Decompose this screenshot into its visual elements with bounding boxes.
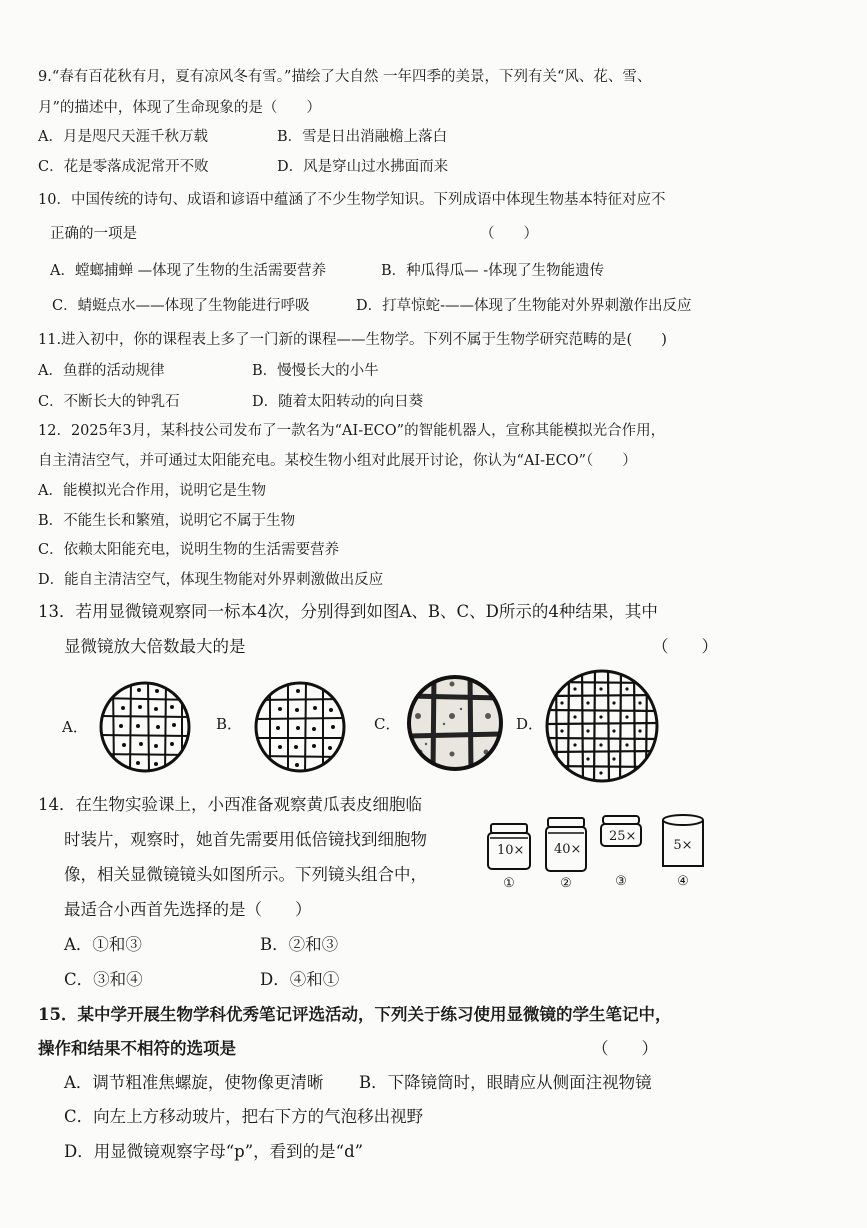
q15-answer-paren[interactable]: （ ） — [592, 1039, 658, 1058]
q11-option-a[interactable]: A．鱼群的活动规律 — [38, 363, 165, 379]
q12-stem-line1: 12．2025年3月，某科技公司发布了一款名为“AI-ECO”的智能机器人，宣称其能模拟光合作用， — [38, 423, 666, 439]
q15-option-a[interactable]: A．调节粗准焦螺旋，使物像更清晰 — [64, 1073, 324, 1092]
q15-stem-line2: 操作和结果不相符的选项是 — [38, 1039, 236, 1058]
q14-stem-line2: 时装片，观察时，她首先需要用低倍镜找到细胞物 — [64, 830, 427, 849]
lens-3-magnification: 25× — [609, 829, 637, 844]
q11-option-b[interactable]: B．慢慢长大的小牛 — [252, 363, 379, 379]
q15-stem-line1: 15．某中学开展生物学科优秀笔记评选活动，下列关于练习使用显微镜的学生笔记中， — [38, 1005, 672, 1024]
q14-option-a[interactable]: A．①和③ — [64, 935, 142, 954]
q10-option-b[interactable]: B．种瓜得瓜— -体现了生物能遗传 — [381, 263, 605, 279]
q9-option-b[interactable]: B．雪是日出消融檐上落白 — [277, 129, 448, 145]
q15-option-c[interactable]: C．向左上方移动玻片，把右下方的气泡移出视野 — [64, 1107, 424, 1126]
q11-option-c[interactable]: C．不断长大的钟乳石 — [38, 394, 180, 410]
lens-1-number: ① — [503, 876, 515, 891]
q13-figure-label-c[interactable]: C． — [374, 715, 401, 733]
q14-option-c[interactable]: C．③和④ — [64, 970, 143, 989]
q10-option-c[interactable]: C．蜻蜓点水——体现了生物能进行呼吸 — [52, 298, 310, 314]
q10-option-d[interactable]: D．打草惊蛇-——体现了生物能对外界刺激作出反应 — [356, 298, 692, 314]
q12-option-a[interactable]: A．能模拟光合作用，说明它是生物 — [38, 483, 266, 499]
q9-option-c[interactable]: C．花是零落成泥常开不败 — [38, 159, 209, 175]
q15-option-d[interactable]: D．用显微镜观察字母“p”，看到的是“d” — [64, 1142, 364, 1161]
q12-option-d[interactable]: D．能自主清洁空气，体现生物能对外界刺激做出反应 — [38, 572, 384, 588]
lens-4-number: ④ — [677, 874, 689, 889]
q9-option-a[interactable]: A．月是咫尺天涯千秋万载 — [38, 129, 208, 145]
q14-stem-line1: 14．在生物实验课上，小西准备观察黄瓜表皮细胞临 — [38, 795, 422, 814]
lens-3-number: ③ — [615, 874, 627, 889]
q12-option-c[interactable]: C．依赖太阳能充电，说明生物的生活需要营养 — [38, 542, 340, 558]
q13-figure-label-a[interactable]: A． — [62, 718, 88, 736]
q10-stem-line1: 10．中国传统的诗句、成语和谚语中蕴涵了不少生物学知识。下列成语中体现生物基本特征对应不 — [38, 192, 666, 208]
q14-stem-line3: 像，相关显微镜镜头如图所示。下列镜头组合中， — [64, 865, 427, 884]
q10-answer-paren[interactable]: （ ） — [480, 226, 538, 242]
lens-1-magnification: 10× — [497, 843, 525, 858]
q14-option-b[interactable]: B．②和③ — [260, 935, 339, 954]
q10-option-a[interactable]: A．螳螂捕蝉 —体现了生物的生活需要营养 — [50, 263, 327, 279]
microscope-view-c — [406, 674, 504, 772]
q15-option-b[interactable]: B．下降镜筒时，眼睛应从侧面注视物镜 — [359, 1073, 652, 1092]
lens-2-magnification: 40× — [554, 842, 582, 857]
q9-stem-line1: 9.“春有百花秋有月，夏有凉风冬有雪。”描绘了大自然 一年四季的美景，下列有关“风、花、雪、 — [38, 69, 652, 85]
microscope-view-d — [544, 668, 660, 784]
microscope-view-b — [253, 680, 347, 774]
lens-4-magnification: 5× — [673, 838, 693, 853]
lens-2-number: ② — [560, 876, 572, 891]
q9-stem-line2: 月”的描述中，体现了生命现象的是（ ） — [38, 100, 321, 116]
q13-figure-label-d[interactable]: D． — [516, 715, 544, 733]
q10-stem-line2: 正确的一项是 — [50, 226, 137, 242]
q13-answer-paren[interactable]: （ ） — [652, 637, 718, 656]
q13-stem-line1: 13．若用显微镜观察同一标本4次，分别得到如图A、B、C、D所示的4种结果，其中 — [38, 602, 658, 621]
q11-stem-line1: 11.进入初中，你的课程表上多了一门新的课程——生物学。下列不属于生物学研究范畴的是( ) — [38, 332, 667, 348]
microscope-view-a — [98, 680, 192, 774]
q14-option-d[interactable]: D．④和① — [260, 970, 340, 989]
q13-stem-line2: 显微镜放大倍数最大的是 — [64, 637, 246, 656]
q14-stem-line4: 最适合小西首先选择的是（ ） — [64, 900, 312, 919]
q12-option-b[interactable]: B．不能生长和繁殖，说明它不属于生物 — [38, 513, 296, 529]
q9-option-d[interactable]: D．风是穿山过水拂面而来 — [277, 159, 449, 175]
q12-stem-line2: 自主清洁空气，并可通过太阳能充电。某校生物小组对此展开讨论，你认为“AI-ECO”（ ） — [38, 453, 637, 469]
q11-option-d[interactable]: D．随着太阳转动的向日葵 — [252, 394, 424, 410]
q13-figure-label-b[interactable]: B． — [216, 715, 243, 733]
